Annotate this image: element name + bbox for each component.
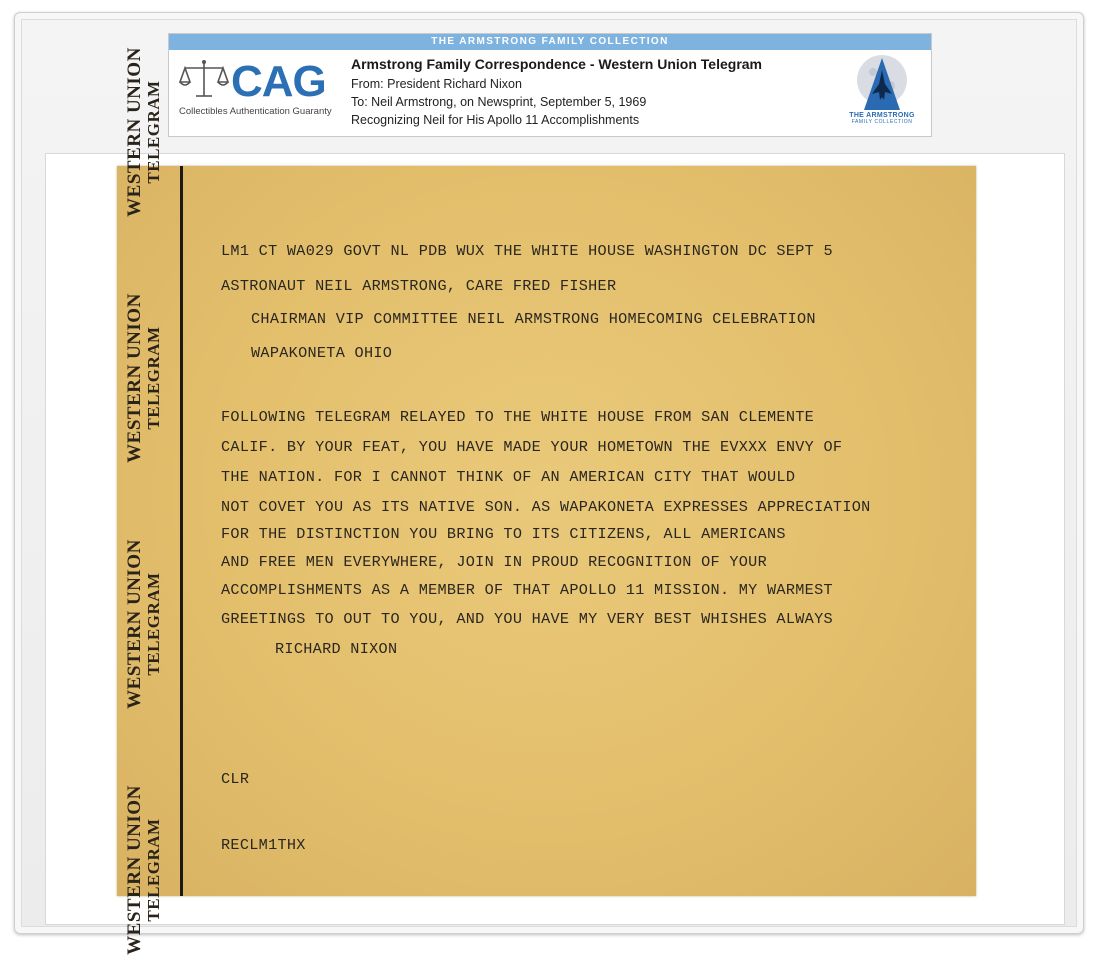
margin-label: WESTERN UNION TELEGRAM	[124, 539, 163, 709]
logo-text-sub: FAMILY COLLECTION	[851, 119, 913, 125]
label-banner: THE ARMSTRONG FAMILY COLLECTION	[169, 34, 931, 50]
cag-wordmark: CAG	[231, 57, 326, 106]
message-line: ACCOMPLISHMENTS AS A MEMBER OF THAT APOLLO 11 MISSION. MY WARMEST	[221, 581, 833, 599]
message-line: NOT COVET YOU AS ITS NATIVE SON. AS WAPAKONETA EXPRESSES APPRECIATION	[221, 498, 871, 516]
label-to: To: Neil Armstrong, on Newsprint, September 5, 1969	[351, 95, 647, 109]
message-line: AND FREE MEN EVERYWHERE, JOIN IN PROUD RECOGNITION OF YOUR	[221, 553, 768, 571]
message-line: GREETINGS TO OUT TO YOU, AND YOU HAVE MY VERY BEST WHISHES ALWAYS	[221, 610, 833, 628]
margin-label: WESTERN UNION TELEGRAM	[124, 47, 163, 217]
rocket-icon	[854, 54, 910, 112]
margin-label: WESTERN UNION TELEGRAM	[124, 293, 163, 463]
label-text-block	[351, 56, 831, 129]
addressee-line: WAPAKONETA OHIO	[251, 344, 393, 362]
signature-line: RICHARD NIXON	[275, 640, 398, 658]
telegram-margin-strip	[117, 47, 181, 955]
addressee-line: ASTRONAUT NEIL ARMSTRONG, CARE FRED FISHER	[221, 277, 617, 295]
footer-code: RECLM1THX	[221, 836, 306, 854]
armstrong-collection-logo	[843, 54, 921, 132]
cag-subtitle: Collectibles Authentication Guaranty	[179, 106, 332, 117]
footer-code: CLR	[221, 770, 250, 788]
label-title: Armstrong Family Correspondence - Western Union Telegram	[351, 56, 763, 72]
certification-label	[168, 33, 932, 137]
addressee-line: CHAIRMAN VIP COMMITTEE NEIL ARMSTRONG HOMECOMING CELEBRATION	[251, 310, 816, 328]
header-line: LM1 CT WA029 GOVT NL PDB WUX THE WHITE HOUSE WASHINGTON DC SEPT 5	[221, 242, 833, 260]
message-line: THE NATION. FOR I CANNOT THINK OF AN AMERICAN CITY THAT WOULD	[221, 468, 796, 486]
logo-text-main: THE ARMSTRONG	[849, 112, 915, 119]
label-from: From: President Richard Nixon	[351, 77, 522, 91]
label-description: Recognizing Neil for His Apollo 11 Accomplishments	[351, 113, 640, 127]
message-line: FOLLOWING TELEGRAM RELAYED TO THE WHITE HOUSE FROM SAN CLEMENTE	[221, 408, 815, 426]
message-line: FOR THE DISTINCTION YOU BRING TO ITS CITIZENS, ALL AMERICANS	[221, 525, 786, 543]
cag-logo	[179, 56, 341, 122]
scales-icon	[179, 58, 229, 102]
margin-label: WESTERN UNION TELEGRAM	[124, 785, 163, 955]
margin-rule	[180, 166, 183, 896]
message-line: CALIF. BY YOUR FEAT, YOU HAVE MADE YOUR HOMETOWN THE EVXXX ENVY OF	[221, 438, 843, 456]
